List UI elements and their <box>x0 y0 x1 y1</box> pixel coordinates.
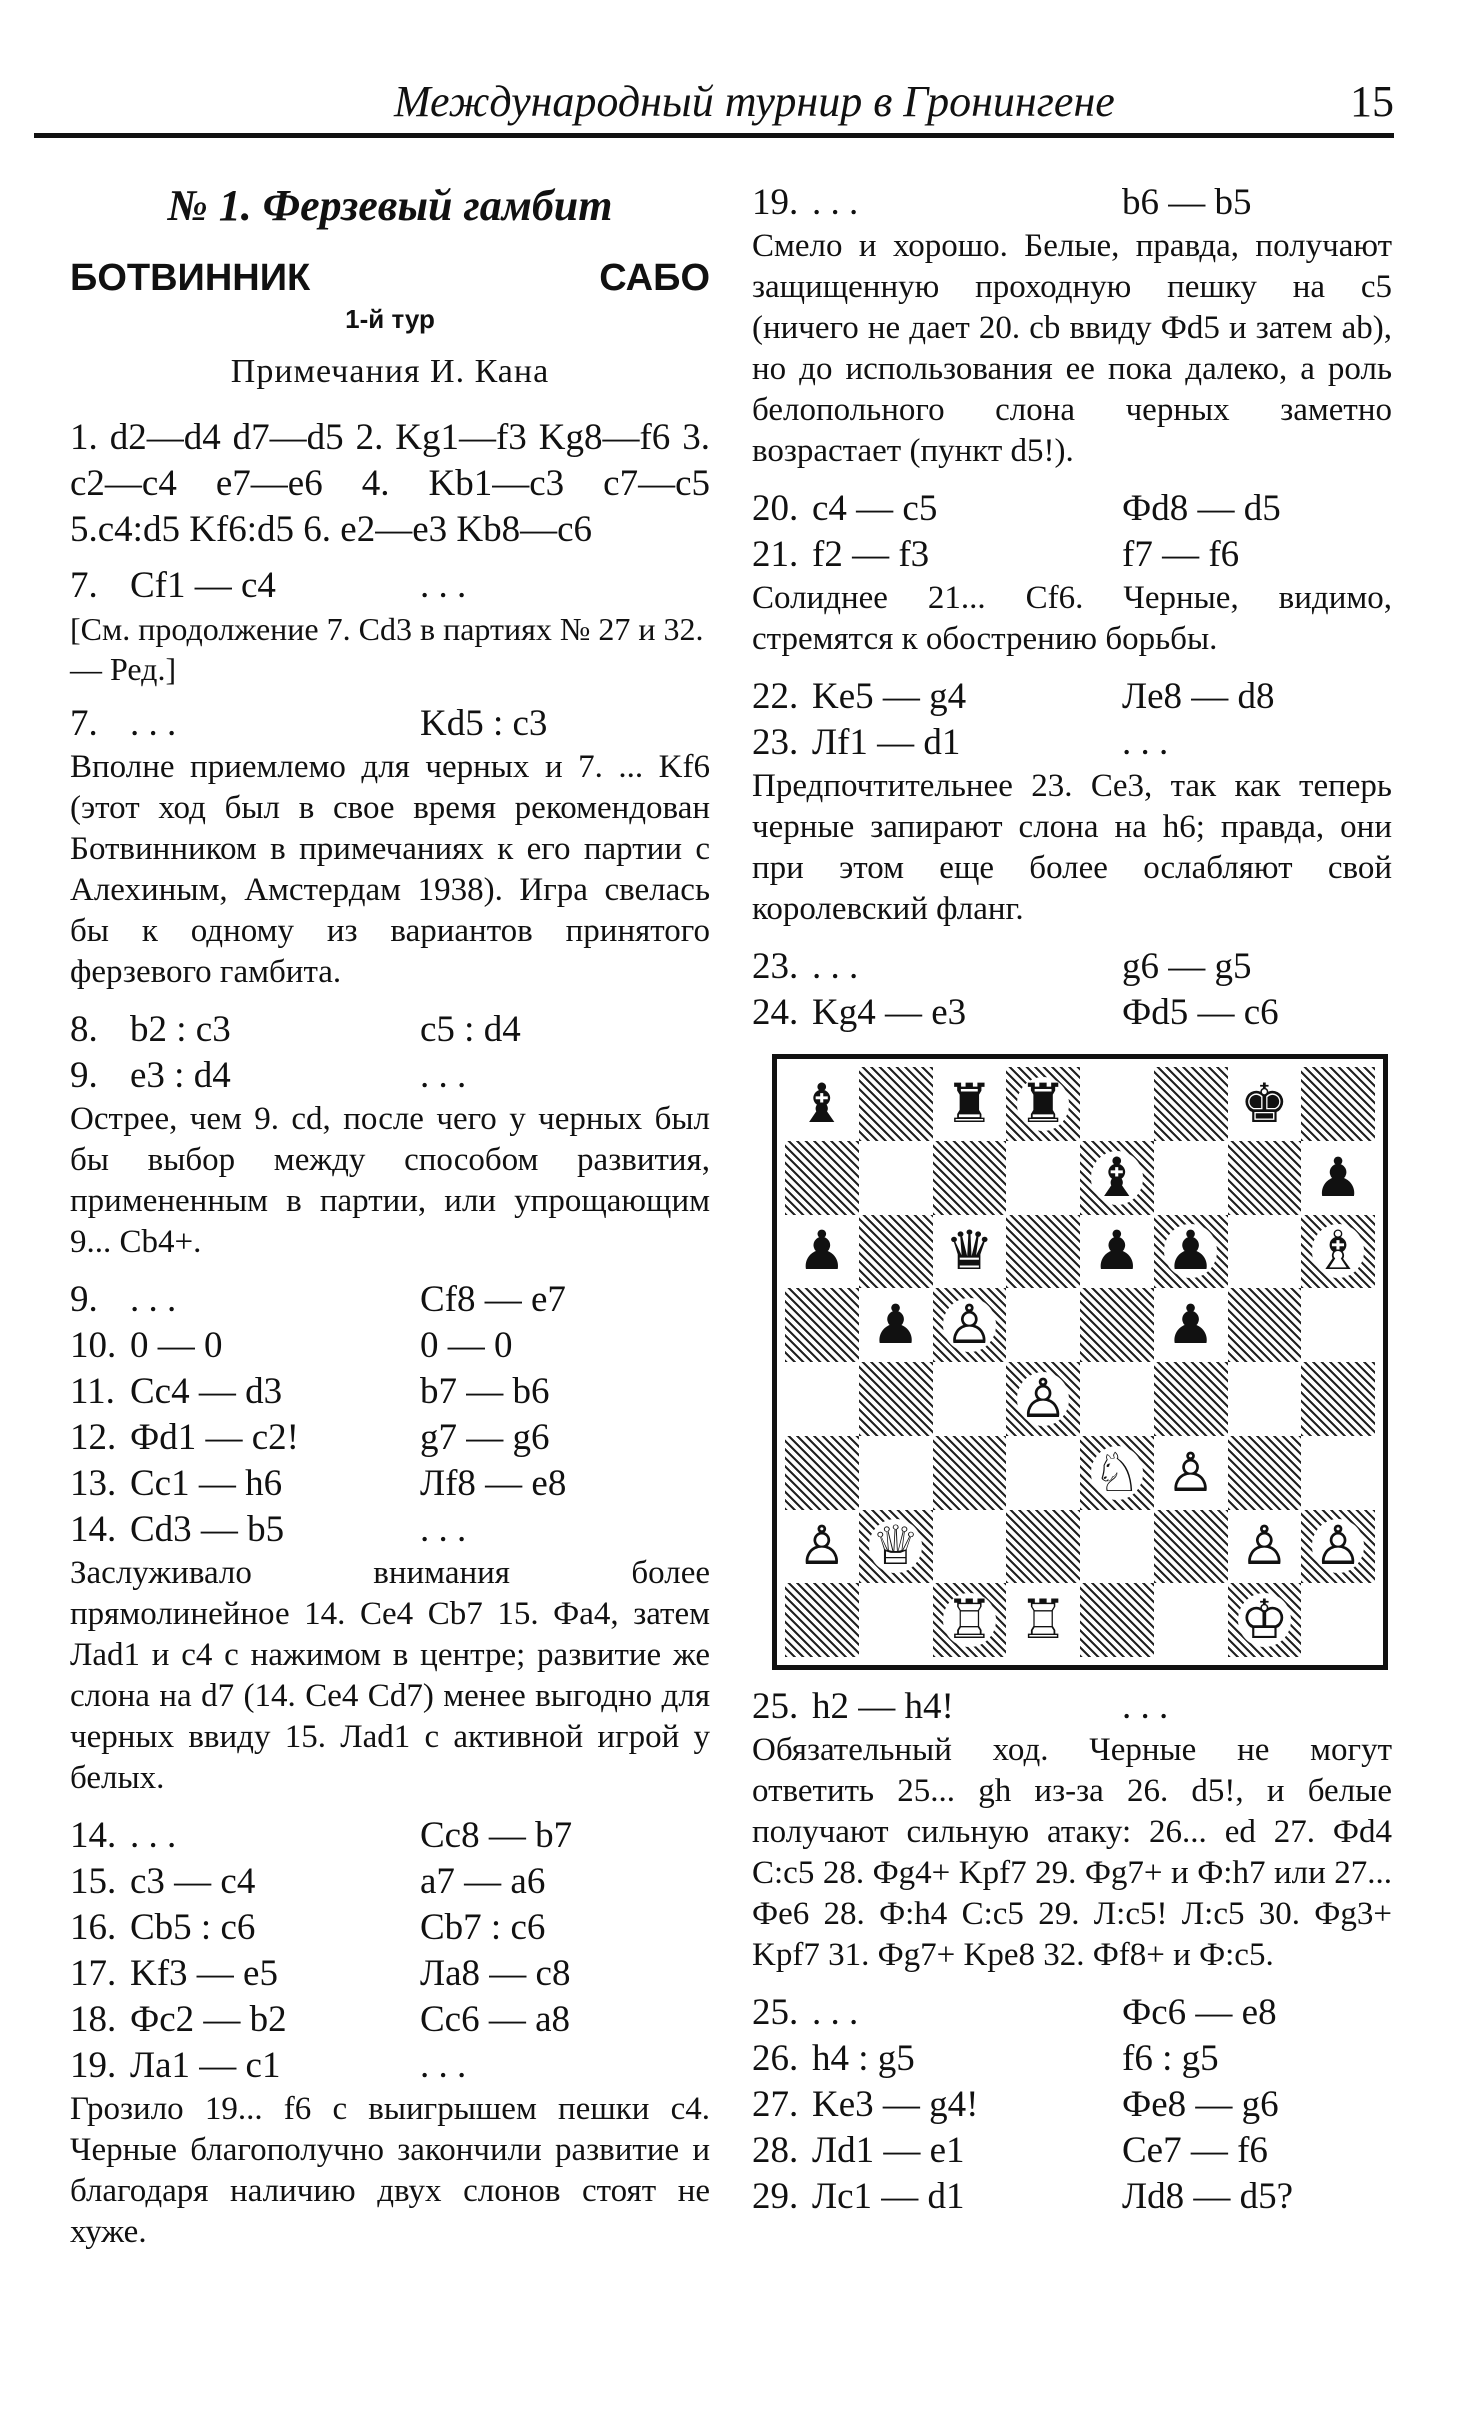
board-square <box>1154 1288 1228 1362</box>
black-move: Лe8 — d8 <box>1122 676 1275 717</box>
editor-reference: [См. продолжение 7. Cd3 в партиях № 27 и 32. — Ред.] <box>70 611 704 687</box>
board-square <box>933 1215 1007 1289</box>
white-move: Фd1 — c2! <box>130 1417 299 1458</box>
move-number: 26. <box>752 2038 799 2079</box>
comment-5: Смело и хорошо. Белые, правда, получают защищенную проходную пешку на c5 (ничего не дает 20. cb ввиду Фd5 и затем ab), но до использования ее пока далеко, а роль белопольного слона черных заметно возрастает (пункт d5!). <box>752 228 1392 469</box>
comment-6: Солиднее 21... Cf6. Черные, видимо, стремятся к обострению борьбы. <box>752 580 1392 657</box>
move-row <box>70 1905 710 1951</box>
chess-diagram <box>772 1054 1388 1670</box>
board-square <box>1228 1288 1302 1362</box>
chess-piece-icon: ♜ <box>1018 1071 1068 1135</box>
left-column <box>70 180 710 2267</box>
comment-7: Предпочтительнее 23. Ce3, так как теперь черные запирают слона на h6; правда, они при этом еще более ослабляют свой королевский фланг. <box>752 768 1392 927</box>
players <box>70 257 710 300</box>
move-row <box>752 2128 1392 2174</box>
moves-g <box>752 1990 1392 2220</box>
chess-piece-icon: ♚ <box>1240 1071 1289 1135</box>
white-move: Kf3 — e5 <box>130 1953 278 1994</box>
move-number: 14. <box>70 1815 117 1856</box>
move-row <box>70 1951 710 1997</box>
move-row <box>70 1053 710 1099</box>
comment-2: Острее, чем 9. cd, после чего у черных был бы выбор между способом развития, примененным в партии, или упрощающим 9... Cb4+. <box>70 1101 710 1260</box>
board-square <box>1301 1288 1375 1362</box>
move-number: 11. <box>70 1371 115 1412</box>
board-square <box>1080 1141 1154 1215</box>
move-row <box>752 990 1392 1036</box>
move-row <box>752 532 1392 578</box>
board-square <box>933 1288 1007 1362</box>
white-move: Лa1 — c1 <box>130 2045 281 2086</box>
board-square <box>1154 1067 1228 1141</box>
board-square <box>785 1288 859 1362</box>
board-square <box>1006 1141 1080 1215</box>
moves-25 <box>752 1684 1392 1730</box>
board-square <box>859 1215 933 1289</box>
black-move: f6 : g5 <box>1122 2038 1219 2079</box>
move-number: 22. <box>752 676 799 717</box>
chess-piece-icon: ♜ <box>945 1071 994 1135</box>
board-square <box>1080 1583 1154 1657</box>
move-row <box>752 944 1392 990</box>
white-move: c4 — c5 <box>812 488 938 529</box>
moves-b <box>70 1277 710 1553</box>
black-move: . . . <box>420 1055 467 1096</box>
chess-piece-icon: ♙ <box>1166 1440 1215 1504</box>
board-square <box>1006 1436 1080 1510</box>
move-row <box>752 1684 1392 1730</box>
move-row <box>70 563 710 609</box>
black-move: g6 — g5 <box>1122 946 1252 987</box>
board-square <box>933 1583 1007 1657</box>
black-move: . . . <box>420 2045 467 2086</box>
board-square <box>1080 1288 1154 1362</box>
move-number: 13. <box>70 1463 117 1504</box>
black-move: . . . <box>1122 722 1169 763</box>
move-row <box>70 2043 710 2089</box>
page-header <box>34 68 1394 138</box>
black-move: Лf8 — e8 <box>420 1463 567 1504</box>
move-number: 29. <box>752 2176 799 2217</box>
moves-e <box>752 674 1392 766</box>
chess-piece-icon: ♟ <box>1313 1145 1363 1209</box>
black-move: Cf8 — e7 <box>420 1279 566 1320</box>
board-square <box>1006 1510 1080 1584</box>
black-move: Ce7 — f6 <box>1122 2130 1268 2171</box>
moves-c <box>70 1813 710 2089</box>
black-move: . . . <box>420 1509 467 1550</box>
board-square <box>933 1436 1007 1510</box>
black-move: Cc8 — b7 <box>420 1815 573 1856</box>
move-number: 28. <box>752 2130 799 2171</box>
comment-8: Обязательный ход. Черные не могут ответить 25... gh из-за 26. d5!, и белые получают сильную атаку: 26... ed 27. Фd4 C:c5 28. Фg4+ Kpf7 29. Фg7+ и Ф:h7 или 27... Фe6 28. Ф:h4 C:c5 29. Л:c5! Л:c5 30. Фg3+ Kpf7 31. Фg7+ Kpe8 32. Фf8+ и Ф:c5. <box>752 1732 1392 1973</box>
board-square <box>1080 1510 1154 1584</box>
white-move: Лf1 — d1 <box>812 722 961 763</box>
board-square <box>1228 1362 1302 1436</box>
move-number: 27. <box>752 2084 799 2125</box>
board-square <box>1006 1215 1080 1289</box>
moves-a <box>70 1007 710 1099</box>
white-player: БОТВИННИК <box>70 257 311 299</box>
chess-piece-icon: ♟ <box>1166 1219 1215 1283</box>
black-move: b6 — b5 <box>1122 182 1252 223</box>
board-square <box>785 1583 859 1657</box>
board-square <box>1080 1362 1154 1436</box>
chess-piece-icon: ♛ <box>945 1219 994 1283</box>
move-number: 25. <box>752 1992 799 2033</box>
black-move: Лa8 — c8 <box>420 1953 571 1994</box>
move-row <box>70 1461 710 1507</box>
board-square <box>785 1141 859 1215</box>
move-row <box>752 486 1392 532</box>
board-square <box>1154 1436 1228 1510</box>
white-move: c3 — c4 <box>130 1861 256 1902</box>
move-row <box>70 1277 710 1323</box>
board-square <box>859 1288 933 1362</box>
move-number: 7. <box>70 565 98 606</box>
comment-3: Заслуживало внимания более прямолинейное 14. Ce4 Cb7 15. Фa4, затем Лad1 и c4 с нажимом в центре; развитие же слона на d7 (14. Ce4 Cd7) менее выгодно для черных ввиду 15. Лad1 с активной игрой у белых. <box>70 1555 710 1796</box>
board-square <box>1228 1215 1302 1289</box>
chess-piece-icon: ♖ <box>1018 1588 1068 1652</box>
white-move: f2 — f3 <box>812 534 930 575</box>
chess-piece-icon: ♙ <box>1313 1514 1363 1578</box>
white-move: Фc2 — b2 <box>130 1999 287 2040</box>
black-move: a7 — a6 <box>420 1861 546 1902</box>
round: 1-й тур <box>345 304 435 334</box>
chess-piece-icon: ♕ <box>871 1514 920 1578</box>
move-row <box>70 1323 710 1369</box>
board-square <box>1006 1583 1080 1657</box>
move-row <box>752 2036 1392 2082</box>
white-move: . . . <box>130 1279 177 1320</box>
board-square <box>859 1067 933 1141</box>
board-square <box>785 1436 859 1510</box>
board-square <box>1154 1141 1228 1215</box>
move-number: 24. <box>752 992 799 1033</box>
white-move: h2 — h4! <box>812 1686 954 1727</box>
white-move: Ke3 — g4! <box>812 2084 979 2125</box>
move-number: 25. <box>752 1686 799 1727</box>
move-number: 21. <box>752 534 799 575</box>
moves-7b <box>70 701 710 747</box>
move-number: 19. <box>70 2045 117 2086</box>
black-move: Cc6 — a8 <box>420 1999 571 2040</box>
black-move: b7 — b6 <box>420 1371 550 1412</box>
white-move: e3 : d4 <box>130 1055 231 1096</box>
board-square <box>933 1510 1007 1584</box>
move-number: 14. <box>70 1509 117 1550</box>
moves-f <box>752 944 1392 1036</box>
move-number: 18. <box>70 1999 117 2040</box>
white-move: h4 : g5 <box>812 2038 915 2079</box>
running-title: Международный турнир в Гронингене <box>394 77 1115 126</box>
board-square <box>859 1583 933 1657</box>
chess-piece-icon: ♝ <box>797 1071 847 1135</box>
white-move: . . . <box>812 182 859 223</box>
board-square <box>1080 1067 1154 1141</box>
move-number: 10. <box>70 1325 117 1366</box>
board-square <box>1228 1583 1302 1657</box>
chess-piece-icon: ♙ <box>1240 1514 1289 1578</box>
annotator: Примечания И. Кана <box>230 353 550 390</box>
move-row <box>752 720 1392 766</box>
board-square <box>859 1141 933 1215</box>
white-move: Cc1 — h6 <box>130 1463 283 1504</box>
move-number: 8. <box>70 1009 98 1050</box>
move-row <box>70 1813 710 1859</box>
black-move: Фd5 — c6 <box>1122 992 1279 1033</box>
white-move: . . . <box>130 1815 177 1856</box>
moves-d <box>752 486 1392 578</box>
white-move: Cf1 — c4 <box>130 565 276 606</box>
board-square <box>1301 1067 1375 1141</box>
board-square <box>1228 1436 1302 1510</box>
move-number: 23. <box>752 946 799 987</box>
move-row <box>70 1859 710 1905</box>
black-move: Фd8 — d5 <box>1122 488 1281 529</box>
board-square <box>1006 1362 1080 1436</box>
move-number: 16. <box>70 1907 117 1948</box>
board-square <box>1301 1583 1375 1657</box>
white-move: Лd1 — e1 <box>812 2130 965 2171</box>
move-number: 20. <box>752 488 799 529</box>
board-square <box>859 1510 933 1584</box>
chess-piece-icon: ♙ <box>797 1514 847 1578</box>
chess-piece-icon: ♖ <box>945 1588 994 1652</box>
move-row <box>752 2082 1392 2128</box>
move-number: 19. <box>752 182 799 223</box>
black-move: Kd5 : c3 <box>420 703 548 744</box>
white-move: . . . <box>812 1992 859 2033</box>
black-move: Cb7 : c6 <box>420 1907 546 1948</box>
black-move: g7 — g6 <box>420 1417 550 1458</box>
chess-piece-icon: ♙ <box>945 1293 994 1357</box>
board-square <box>1154 1583 1228 1657</box>
board-square <box>785 1215 859 1289</box>
header-rule <box>34 133 1394 138</box>
white-move: Cd3 — b5 <box>130 1509 285 1550</box>
board-square <box>1154 1510 1228 1584</box>
chess-piece-icon: ♝ <box>1092 1145 1142 1209</box>
move-row <box>752 1990 1392 2036</box>
board-square <box>1154 1362 1228 1436</box>
right-column <box>752 180 1392 2220</box>
chess-piece-icon: ♟ <box>1166 1293 1215 1357</box>
board-square <box>1301 1436 1375 1510</box>
black-move: Лd8 — d5? <box>1122 2176 1294 2217</box>
comment-1: Вполне приемлемо для черных и 7. ... Kf6 (этот ход был в свое время рекомендован Ботвинником в примечаниях к его партии с Алехиным, Амстердам 1938). Игра свелась бы к одному из вариантов принятого ферзевого гамбита. <box>70 749 710 990</box>
board-square <box>1301 1510 1375 1584</box>
board-square <box>933 1067 1007 1141</box>
board-square <box>859 1362 933 1436</box>
move-row <box>70 1415 710 1461</box>
move-number: 7. <box>70 703 98 744</box>
board-square <box>1006 1288 1080 1362</box>
black-move: 0 — 0 <box>420 1325 513 1366</box>
white-move: 0 — 0 <box>130 1325 223 1366</box>
board-square <box>1301 1362 1375 1436</box>
black-move: f7 — f6 <box>1122 534 1240 575</box>
move-number: 12. <box>70 1417 117 1458</box>
chess-piece-icon: ♘ <box>1092 1440 1142 1504</box>
black-move: Фc6 — e8 <box>1122 1992 1277 2033</box>
white-move: Kg4 — e3 <box>812 992 967 1033</box>
black-move: . . . <box>1122 1686 1169 1727</box>
black-player: САБО <box>599 257 710 299</box>
chess-piece-icon: ♟ <box>871 1293 920 1357</box>
board-square <box>1228 1141 1302 1215</box>
chess-piece-icon: ♟ <box>797 1219 847 1283</box>
move-number: 17. <box>70 1953 117 1994</box>
move-number: 9. <box>70 1055 98 1096</box>
white-move: . . . <box>812 946 859 987</box>
white-move: Cc4 — d3 <box>130 1371 283 1412</box>
move-row <box>70 1007 710 1053</box>
move-number: 15. <box>70 1861 117 1902</box>
board-square <box>933 1362 1007 1436</box>
game-title: № 1. Ферзевый гамбит <box>167 181 613 230</box>
board-square <box>785 1067 859 1141</box>
moves-19 <box>752 180 1392 226</box>
chess-piece-icon: ♟ <box>1092 1219 1142 1283</box>
white-move: . . . <box>130 703 177 744</box>
board-square <box>1080 1436 1154 1510</box>
board-square <box>1080 1215 1154 1289</box>
page-number: 15 <box>1350 77 1394 126</box>
move-row <box>752 2174 1392 2220</box>
black-move: Фe8 — g6 <box>1122 2084 1279 2125</box>
move-row <box>70 1369 710 1415</box>
move-number: 23. <box>752 722 799 763</box>
black-move: . . . <box>420 565 467 606</box>
board-square <box>1006 1067 1080 1141</box>
board-square <box>933 1141 1007 1215</box>
white-move: Ke5 — g4 <box>812 676 967 717</box>
board-square <box>785 1510 859 1584</box>
move-row <box>70 1997 710 2043</box>
comment-4: Грозило 19... f6 с выигрышем пешки c4. Черные благополучно закончили развитие и благодаря наличию двух слонов стоят не хуже. <box>70 2091 710 2250</box>
moves-7w <box>70 563 710 609</box>
board-square <box>859 1436 933 1510</box>
chess-piece-icon: ♗ <box>1313 1219 1363 1283</box>
board-square <box>1301 1141 1375 1215</box>
white-move: b2 : c3 <box>130 1009 231 1050</box>
move-row <box>752 674 1392 720</box>
white-move: Лc1 — d1 <box>812 2176 965 2217</box>
move-row <box>752 180 1392 226</box>
board-square <box>1228 1510 1302 1584</box>
chess-piece-icon: ♔ <box>1240 1588 1289 1652</box>
board-square <box>1154 1215 1228 1289</box>
move-number: 9. <box>70 1279 98 1320</box>
opening-moves: 1. d2—d4 d7—d5 2. Kg1—f3 Kg8—f6 3. c2—c4 e7—e6 4. Kb1—c3 c7—c5 5.c4:d5 Kf6:d5 6. e2—e3 Kb8—c6 <box>70 417 710 550</box>
move-row <box>70 701 710 747</box>
white-move: Cb5 : c6 <box>130 1907 256 1948</box>
board-square <box>1301 1215 1375 1289</box>
board-square <box>1228 1067 1302 1141</box>
board-square <box>785 1362 859 1436</box>
black-move: c5 : d4 <box>420 1009 521 1050</box>
move-row <box>70 1507 710 1553</box>
chess-piece-icon: ♙ <box>1018 1366 1068 1430</box>
